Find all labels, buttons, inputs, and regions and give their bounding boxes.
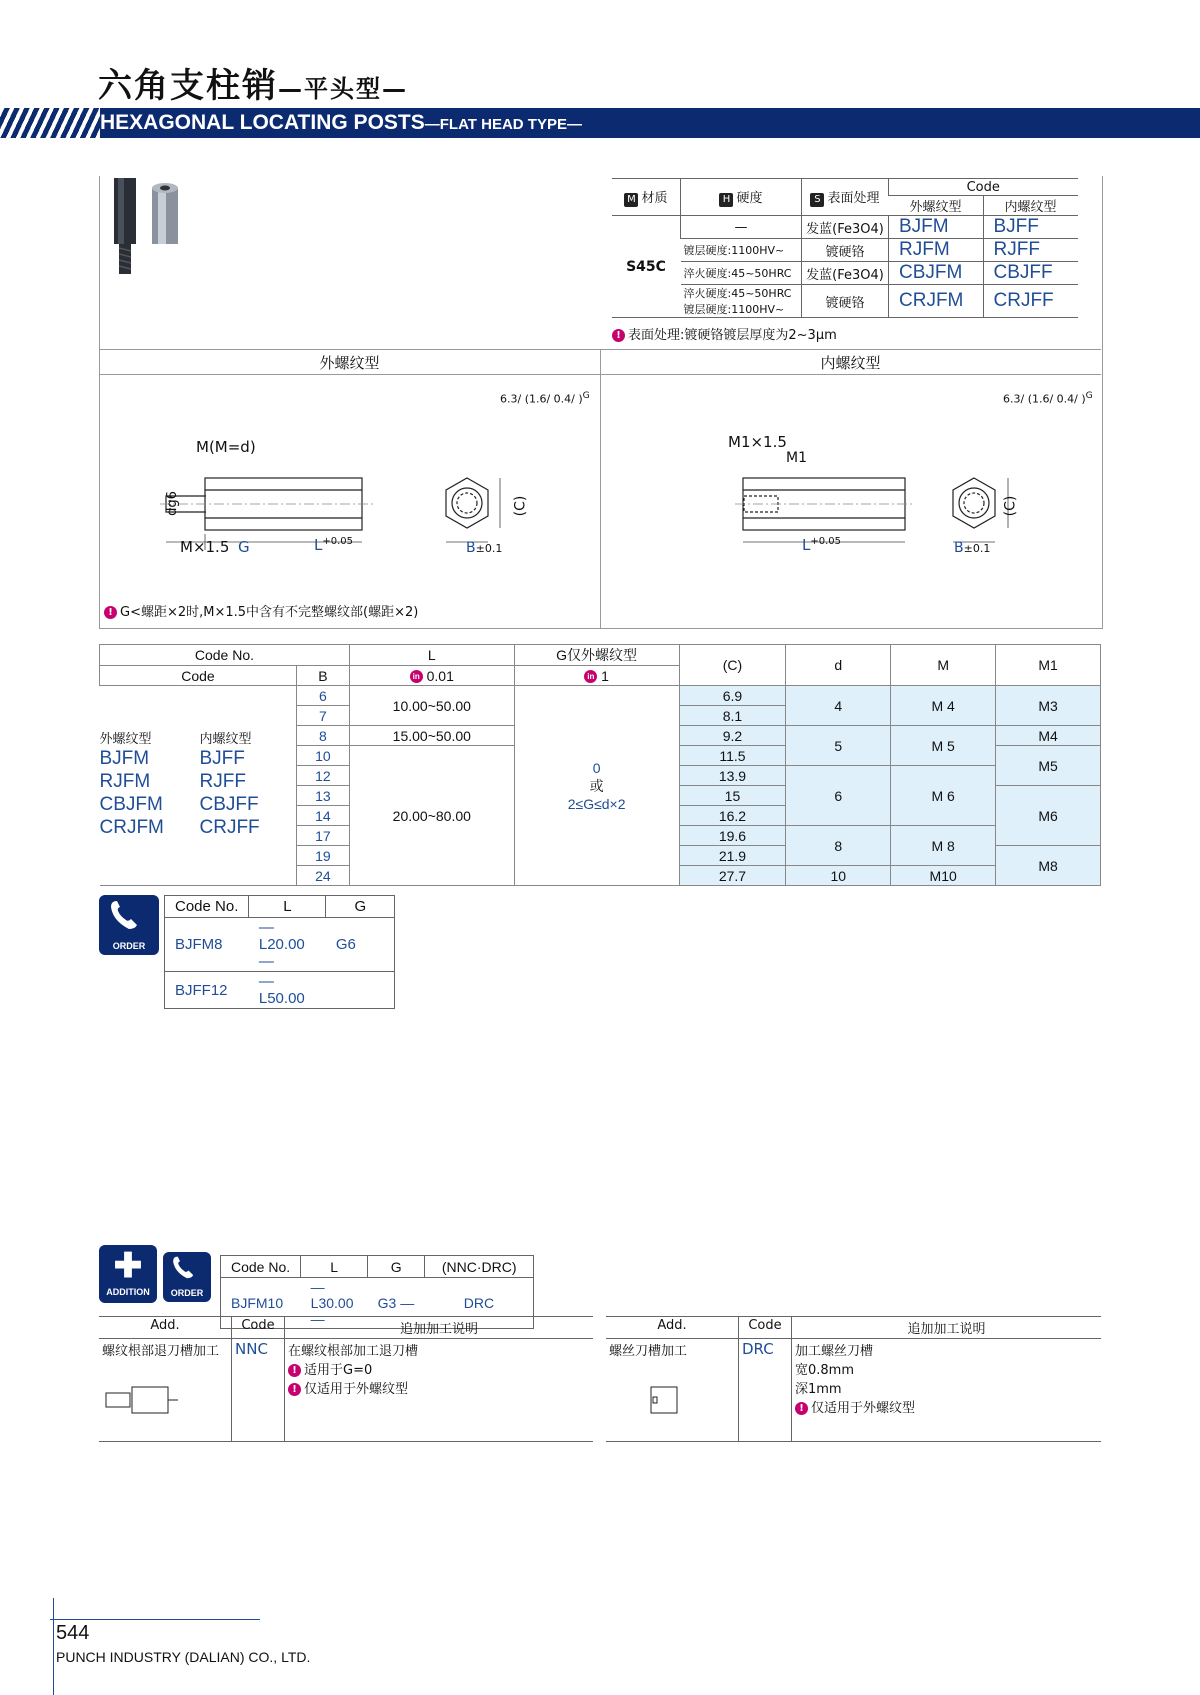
addition-order-table: Code No. L G (NNC·DRC) BJFM10 — L30.00 — G3 — DRC — [220, 1255, 534, 1329]
label-m: M(M=d) — [196, 438, 256, 456]
spec-note: ! 表面处理:镀硬铬镀层厚度为2~3μm — [612, 324, 837, 343]
order-example-table: Code No. L G BJFM8 — L20.00 — G6 BJFF12 — L50.00 — [164, 895, 395, 1009]
label-g: G — [238, 538, 250, 556]
label-l: $L^{+0.05}$ — [314, 536, 354, 554]
surface-badge-icon: S — [810, 193, 824, 207]
left-drawing-title: 外螺纹型 — [319, 354, 380, 372]
drawing-note: ! G<螺距×2时,M×1.5中含有不完整螺纹部(螺距×2) — [104, 601, 418, 620]
footer-line — [50, 1619, 260, 1620]
info-icon: ! — [104, 606, 117, 619]
label-l-right: $L^{+0.05}$ — [802, 536, 842, 554]
label-b-right: B±0.1 — [954, 540, 991, 556]
order-icon-small: ORDER — [163, 1252, 211, 1302]
spec-table: M 材质 H 硬度 S 表面处理 Code 外螺纹型 内螺纹型 S45C — 发蓝(Fe3O4) BJFM BJFF 镀层硬度:1100HV~ 镀硬铬 RJFM RJFF 淬火硬度:45~50HRC 发蓝(Fe3O4) CBJFM CBJFF 淬火硬度:45~50HRC 镀层硬度:1100HV~ 镀硬铬 CRJFM CRJFF — [612, 178, 1078, 318]
info-icon: ! — [288, 1364, 301, 1377]
page-number: 544 — [56, 1622, 90, 1644]
title-stripes — [0, 108, 100, 138]
drc-sketch — [609, 1379, 699, 1419]
product-photo — [112, 176, 182, 284]
label-m1: M1 — [786, 450, 807, 466]
size-table: Code No. L G仅外螺纹型 (C) d M M1 Code B in 0.01 in 1 外螺纹型 内螺纹型 BJFM RJFM CBJFM CRJFM BJFF RJFF CBJFF CRJFF 6 10.00~50.00 0 或 2≤G≤d×2 6.9 4 M 4 M3 7 8.1 8 15.00~50.00 9.2 5 M 5 M4 10 20.00~80.00 11.5 M5 12 13.9 6 M 6 13 15 M6 14 16.2 17 19.6 8 M 8 19 21.9 M8 24 27.7 10 M10 — [99, 644, 1101, 886]
hardness-badge-icon: H — [719, 193, 733, 207]
increment-icon: in — [584, 670, 597, 683]
increment-icon: in — [410, 670, 423, 683]
footer-vline — [53, 1598, 54, 1695]
info-icon: ! — [795, 1402, 808, 1415]
company-name: PUNCH INDUSTRY (DALIAN) CO., LTD. — [56, 1649, 311, 1665]
label-mx15: M×1.5 — [180, 538, 230, 556]
page-title-en: HEXAGONAL LOCATING POSTS—FLAT HEAD TYPE— — [100, 111, 582, 134]
page-title: 六角支柱销—平头型— — [98, 66, 408, 106]
drawing-divider — [600, 349, 601, 629]
roughness-right: 6.3/ (1.6/ 0.4/ )$^G$ — [1003, 390, 1093, 406]
addition-table-nnc: Add. Code 追加加工说明 螺纹根部退刀槽加工 NNC 在螺纹根部加工退刀槽 ! 适用于G=0 ! 仅适用于外螺纹型 — [99, 1316, 593, 1442]
info-icon: ! — [612, 329, 625, 342]
label-c: (C) — [512, 495, 529, 517]
addition-icon: ✚ ADDITION — [99, 1245, 157, 1303]
nnc-sketch — [102, 1379, 192, 1419]
addition-table-drc: Add. Code 追加加工说明 螺丝刀槽加工 DRC 加工螺丝刀槽 宽0.8mm 深1mm ! 仅适用于外螺纹型 — [606, 1316, 1101, 1442]
right-drawing-title: 内螺纹型 — [820, 354, 881, 372]
label-dg6: dg6 — [164, 491, 180, 516]
roughness-left: 6.3/ (1.6/ 0.4/ )$^G$ — [500, 390, 590, 406]
label-c-right: (C) — [1002, 495, 1019, 517]
code-list: 外螺纹型 内螺纹型 BJFM RJFM CBJFM CRJFM BJFF RJFF CBJFF CRJFF — [100, 686, 297, 886]
label-b: B±0.1 — [466, 540, 503, 556]
order-icon: ORDER — [99, 895, 159, 955]
label-m1x15: M1×1.5 — [728, 433, 787, 451]
info-icon: ! — [288, 1383, 301, 1396]
material-badge-icon: M — [624, 193, 638, 207]
